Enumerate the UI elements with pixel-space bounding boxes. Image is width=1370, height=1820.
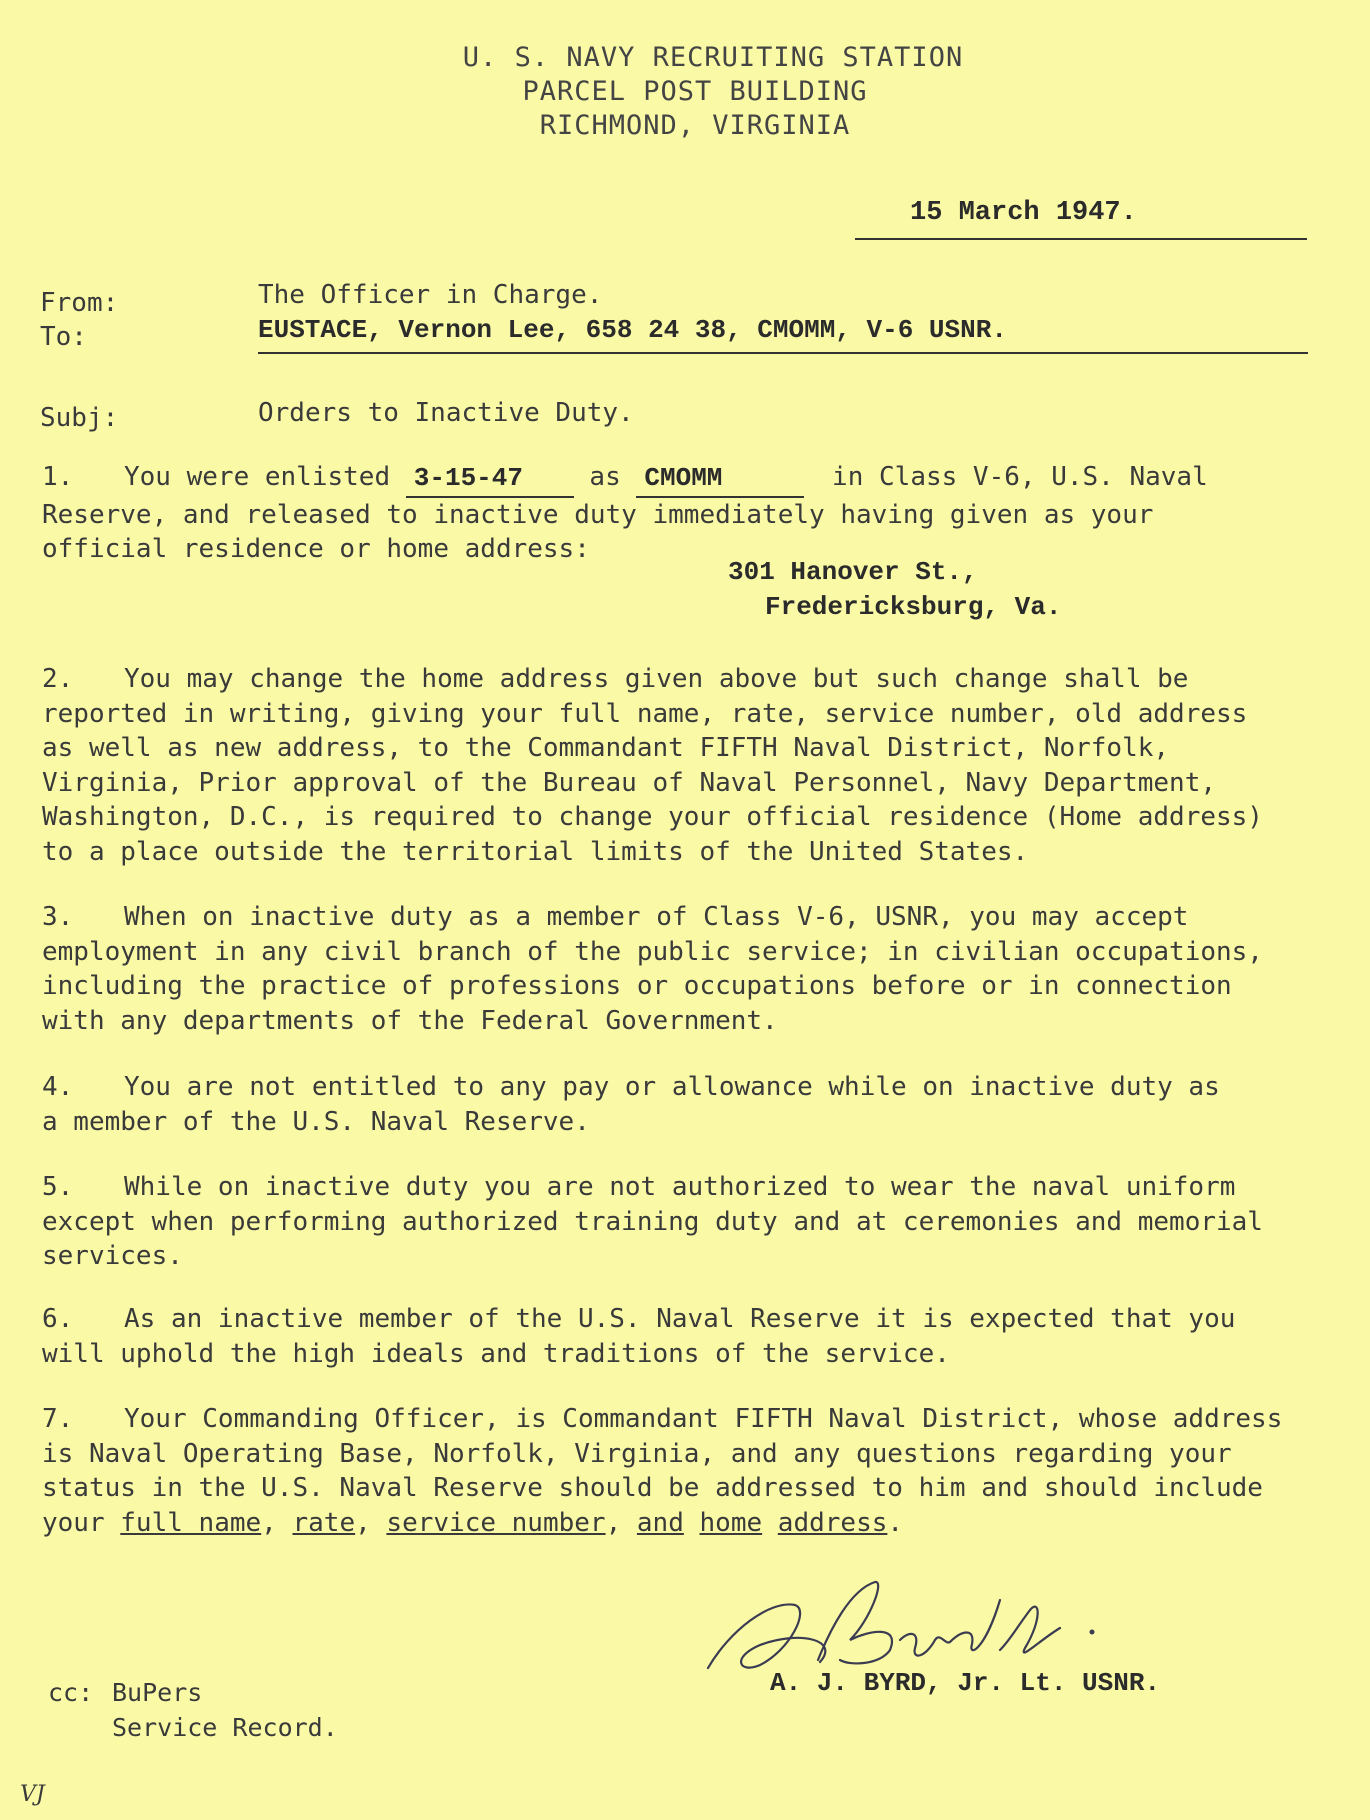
para-5-number: 5.: [42, 1172, 74, 1202]
home-address-line-2: Fredericksburg, Va.: [765, 592, 1062, 622]
para-2-line-2: reported in writing, giving your full name, rate, service number, old address: [42, 698, 1248, 729]
para-7-line-4: your full name, rate, service number, and home address.: [42, 1507, 904, 1538]
cc-service-record: Service Record.: [112, 1713, 338, 1742]
para-3-line-1: When on inactive duty as a member of Class V-6, USNR, you may accept: [124, 902, 1189, 932]
para-1-text-c: in Class V-6, U.S. Naval: [832, 462, 1208, 492]
para-4-line-2: a member of the U.S. Naval Reserve.: [42, 1106, 590, 1137]
para-5-line-1: While on inactive duty you are not authorized to wear the naval uniform: [124, 1172, 1236, 1202]
para-6-line-1: As an inactive member of the U.S. Naval Reserve it is expected that you: [124, 1304, 1236, 1334]
letterhead-line-3: RICHMOND, VIRGINIA: [539, 110, 851, 141]
header-rule: [258, 352, 1308, 354]
underlined-full-name: full name: [120, 1507, 262, 1538]
para-2-line-1: You may change the home address given above but such change shall be: [124, 664, 1189, 694]
para-3-number: 3.: [42, 902, 74, 932]
enlist-date: 3-15-47: [406, 461, 574, 498]
para-1-text-b: as: [589, 462, 621, 492]
para-3-line-2: employment in any civil branch of the public service; in civilian occupations,: [42, 936, 1263, 967]
para-1-line-2: Reserve, and released to inactive duty immediately having given as your: [42, 499, 1154, 530]
letter-date: 15 March 1947.: [910, 198, 1137, 228]
para-7-last-prefix: your: [42, 1507, 105, 1538]
paragraph-6: [42, 1302, 1342, 1371]
letterhead-line-2: PARCEL POST BUILDING: [522, 76, 868, 107]
para-7-line-3: status in the U.S. Naval Reserve should be addressed to him and should include: [42, 1473, 1263, 1503]
para-4-number: 4.: [42, 1072, 74, 1102]
to-value: EUSTACE, Vernon Lee, 658 24 38, CMOMM, V-6 USNR.: [258, 315, 1007, 345]
underlined-address: address: [777, 1507, 888, 1538]
para-6-line-2: will uphold the high ideals and traditions of the service.: [42, 1338, 950, 1369]
para-7-line-2: is Naval Operating Base, Norfolk, Virginia, and any questions regarding your: [42, 1438, 1232, 1469]
subj-value: Orders to Inactive Duty.: [258, 398, 634, 428]
para-2-line-3: as well as new address, to the Commandant FIFTH Naval District, Norfolk,: [42, 733, 1170, 763]
para-5-line-3: services.: [42, 1241, 183, 1271]
from-label: From:: [40, 288, 119, 318]
handwritten-initials: VJ: [20, 1782, 45, 1807]
para-1-number: 1.: [42, 462, 74, 492]
underlined-home: home: [699, 1507, 763, 1538]
date-rule: [855, 238, 1307, 240]
subj-label: Subj:: [40, 403, 119, 433]
paragraph-3: [42, 900, 1342, 1038]
paragraph-5: [42, 1170, 1342, 1274]
typed-signature: A. J. BYRD, Jr. Lt. USNR.: [770, 1668, 1161, 1698]
cc-label: cc:: [48, 1678, 94, 1707]
paragraph-1: [42, 460, 1342, 567]
para-7-number: 7.: [42, 1404, 74, 1434]
letterhead-line-1: U. S. NAVY RECRUITING STATION: [462, 42, 964, 73]
cc-bupers: BuPers: [112, 1678, 203, 1707]
underlined-service-number: service number: [386, 1507, 606, 1538]
paragraph-2: [42, 662, 1342, 869]
underlined-and: and: [636, 1507, 684, 1538]
home-address-line-1: 301 Hanover St.,: [728, 557, 978, 587]
para-1-text-a: You were enlisted: [124, 462, 391, 492]
para-2-line-4: Virginia, Prior approval of the Bureau of Naval Personnel, Navy Department,: [42, 767, 1216, 798]
para-6-number: 6.: [42, 1304, 74, 1334]
from-value: The Officer in Charge.: [258, 280, 603, 310]
to-label: To:: [40, 322, 87, 352]
para-2-line-6: to a place outside the territorial limits of the United States.: [42, 836, 1029, 867]
para-3-line-3: including the practice of professions or occupations before or in connection: [42, 971, 1232, 1001]
para-7-line-1: Your Commanding Officer, is Commandant FIFTH Naval District, whose address: [124, 1404, 1283, 1434]
para-2-number: 2.: [42, 664, 74, 694]
para-2-line-5: Washington, D.C., is required to change your official residence (Home address): [42, 802, 1263, 832]
underlined-rate: rate: [292, 1507, 356, 1538]
enlist-rate: CMOMM: [636, 461, 804, 498]
para-5-line-2: except when performing authorized training duty and at ceremonies and memorial: [42, 1206, 1263, 1237]
para-1-line-3: official residence or home address:: [42, 534, 590, 564]
para-3-line-4: with any departments of the Federal Government.: [42, 1005, 778, 1036]
paragraph-4: [42, 1070, 1342, 1139]
paragraph-7: [42, 1402, 1342, 1540]
para-4-line-1: You are not entitled to any pay or allowance while on inactive duty as: [124, 1072, 1220, 1102]
